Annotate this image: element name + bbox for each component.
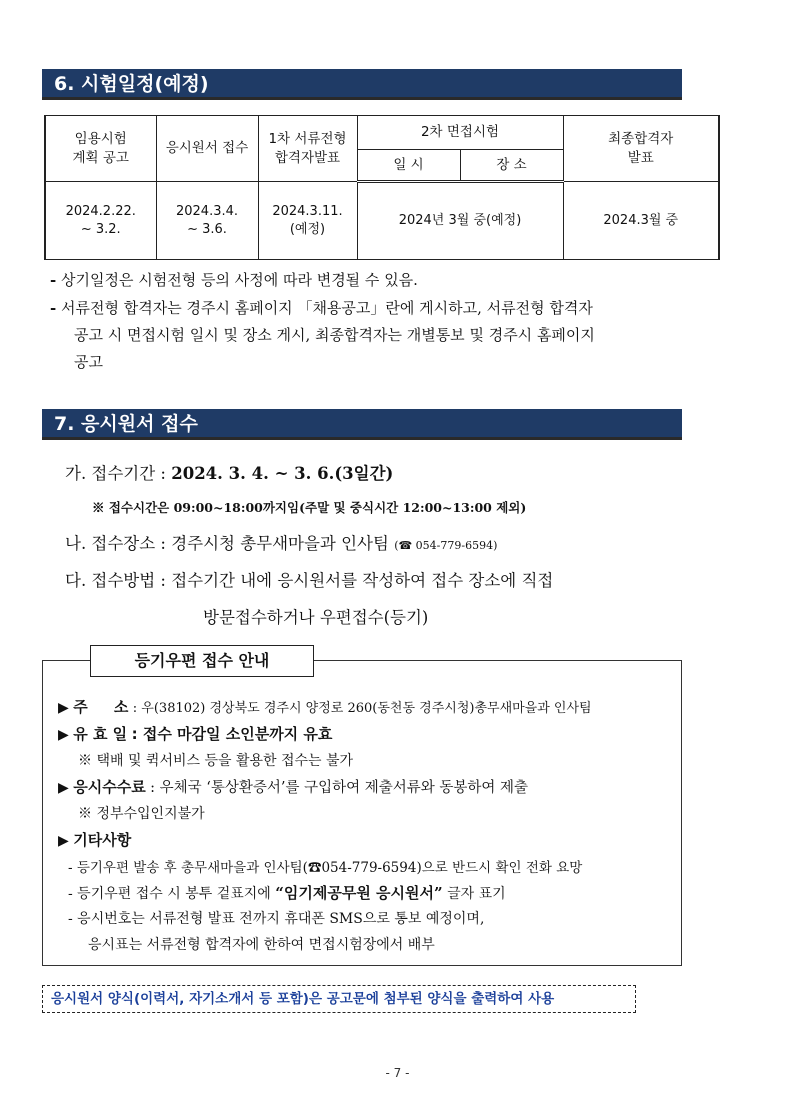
mail-address: ▶ 주 소 : 우(38102) 경상북도 경주시 양정로 260(동천동 경주시청)총무새마을과 인사팀 (58, 698, 592, 716)
mail-fee: ▶ 응시수수료 : 우체국 ‘통상환증서’를 구입하여 제출서류와 동봉하여 제출 (58, 778, 529, 796)
cell-plan-notice: 2024.2.22. ~ 3.2. (45, 182, 156, 260)
schedule-note-1: - 상기일정은 시험전형 등의 사정에 따라 변경될 수 있음. (50, 271, 418, 289)
triangle-bullet-icon: ▶ (58, 780, 69, 796)
mail-fee-note: ※ 정부수입인지불가 (78, 806, 205, 822)
triangle-bullet-icon: ▶ (58, 833, 69, 849)
schedule-note-2-line3: 공고 (74, 353, 103, 371)
triangle-bullet-icon: ▶ (58, 727, 69, 743)
mail-etc-3: - 응시번호는 서류전형 발표 전까지 휴대폰 SMS으로 통보 예정이며, (68, 911, 485, 927)
exam-schedule-table (44, 115, 720, 260)
header-interview: 2차 면접시험 (357, 116, 563, 150)
mail-valid-date: ▶ 유 효 일 : 접수 마감일 소인분까지 유효 (58, 725, 333, 743)
application-period: 가. 접수기간 : 2024. 3. 4. ~ 3. 6.(3일간) (65, 464, 394, 483)
mail-etc-3-line2: 응시표는 서류전형 합격자에 한하여 면접시험장에서 배부 (88, 937, 435, 953)
triangle-bullet-icon: ▶ (58, 700, 69, 716)
application-method-line2: 방문접수하거나 우편접수(등기) (203, 608, 429, 627)
cell-application: 2024.3.4. ~ 3.6. (156, 182, 258, 260)
header-plan-notice: 임용시험 계획 공고 (45, 116, 156, 182)
schedule-note-2-line2: 공고 시 면접시험 일시 및 장소 게시, 최종합격자는 개별통보 및 경주시 홈페이지 (74, 326, 595, 344)
header-interview-date: 일 시 (357, 150, 460, 182)
application-place: 나. 접수장소 : 경주시청 총무새마을과 인사팀 (☎ 054-779-6594) (65, 534, 498, 553)
section-7-heading: 7. 응시원서 접수 (42, 409, 682, 440)
header-application: 응시원서 접수 (156, 116, 258, 182)
registered-mail-box-title: 등기우편 접수 안내 (90, 645, 314, 677)
phone-number: (☎ 054-779-6594) (394, 539, 498, 552)
cell-first-result: 2024.3.11. (예정) (258, 182, 357, 260)
cell-final-result: 2024.3월 중 (563, 182, 719, 260)
page-number: - 7 - (385, 1066, 410, 1080)
schedule-note-2: - 서류전형 합격자는 경주시 홈페이지 「채용공고」란에 게시하고, 서류전형 합격자 (50, 299, 593, 317)
header-interview-place: 장 소 (460, 150, 563, 182)
header-first-result: 1차 서류전형 합격자발표 (258, 116, 357, 182)
section-6-heading: 6. 시험일정(예정) (42, 69, 682, 100)
mail-valid-note: ※ 택배 및 퀵서비스 등을 활용한 접수는 불가 (78, 753, 354, 769)
application-form-note: 응시원서 양식(이력서, 자기소개서 등 포함)은 공고문에 첨부된 양식을 출력하여 사용 (42, 985, 636, 1013)
application-time-note: ※ 접수시간은 09:00~18:00까지임(주말 및 중식시간 12:00~13:00 제외) (92, 500, 527, 515)
mail-etc-2: - 등기우편 접수 시 봉투 겉표지에 “임기제공무원 응시원서” 글자 표기 (68, 884, 506, 902)
application-method: 다. 접수방법 : 접수기간 내에 응시원서를 작성하여 접수 장소에 직접 (65, 571, 554, 590)
cell-interview: 2024년 3월 중(예정) (357, 182, 563, 260)
mail-etc-1: - 등기우편 발송 후 총무새마을과 인사팀(☎054-779-6594)으로 반드시 확인 전화 요망 (68, 860, 583, 876)
mail-etc-heading: ▶ 기타사항 (58, 831, 132, 849)
header-final-result: 최종합격자 발표 (563, 116, 719, 182)
